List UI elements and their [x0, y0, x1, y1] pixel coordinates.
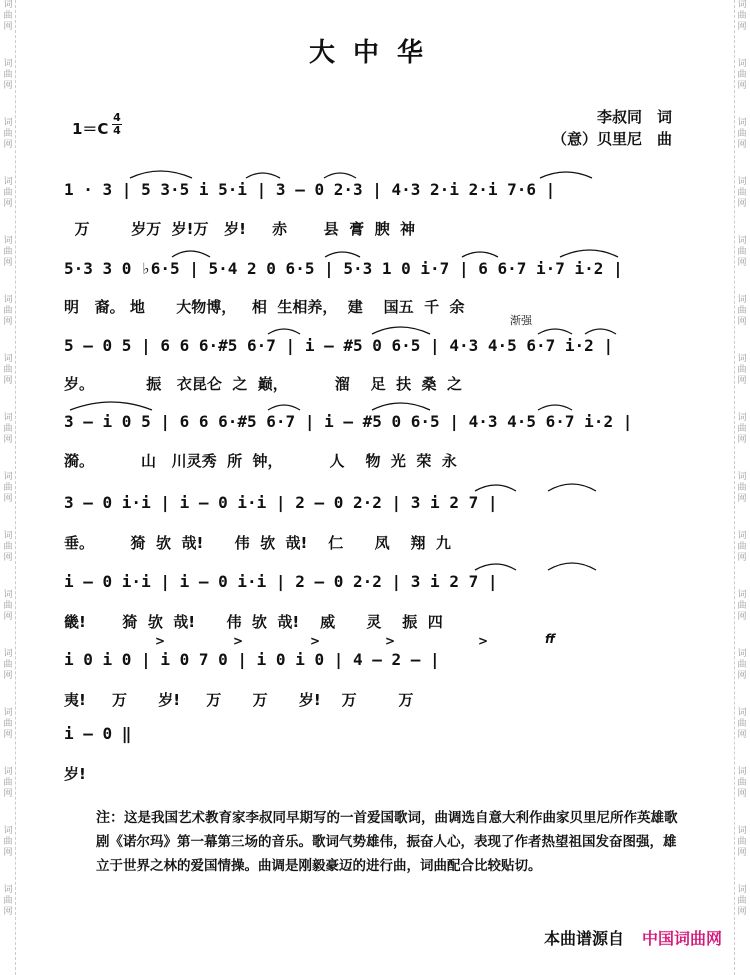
slur-arc — [538, 405, 572, 410]
lyric-row-3: 岁。 振 衣昆仑 之 巅， 溜 足 扶 桑 之 — [64, 375, 462, 393]
watermark-char: 网 — [737, 730, 747, 740]
watermark-char: 词 — [737, 354, 747, 364]
watermark-char: 网 — [3, 376, 13, 386]
watermark-char: 词 — [737, 59, 747, 69]
slur-arc — [548, 484, 596, 491]
watermark-char: 网 — [3, 435, 13, 445]
crescendo-marking: 渐强 — [510, 314, 532, 327]
notation-row-7: i 0 i 0 | i 0 7 0 | i 0 i 0 | 4 — 2 — | — [64, 650, 440, 669]
slur-arc — [540, 172, 592, 178]
footer-brand-link[interactable]: 中国词曲网 — [641, 929, 722, 948]
watermark-char: 词 — [737, 767, 747, 777]
watermark-char: 网 — [3, 81, 13, 91]
watermark-char: 曲 — [737, 365, 747, 375]
watermark-char: 曲 — [737, 424, 747, 434]
slur-arc — [172, 251, 210, 257]
watermark-char: 曲 — [737, 896, 747, 906]
slur-arc — [475, 485, 516, 491]
watermark-char: 词 — [737, 236, 747, 246]
accent-mark: > — [310, 634, 321, 648]
watermark-char: 网 — [3, 199, 13, 209]
watermark-char: 网 — [737, 199, 747, 209]
watermark-char: 曲 — [3, 365, 13, 375]
watermark-char: 曲 — [3, 483, 13, 493]
watermark-char: 词 — [737, 295, 747, 305]
watermark-char: 网 — [3, 140, 13, 150]
watermark-char: 曲 — [737, 660, 747, 670]
watermark-char: 网 — [3, 848, 13, 858]
song-title: 大中华 — [308, 38, 441, 68]
watermark-char: 曲 — [737, 542, 747, 552]
watermark-char: 网 — [737, 612, 747, 622]
watermark-char: 词 — [737, 590, 747, 600]
watermark-char: 网 — [3, 612, 13, 622]
watermark-char: 曲 — [737, 778, 747, 788]
watermark-char: 网 — [737, 435, 747, 445]
watermark-char: 曲 — [3, 306, 13, 316]
slur-arc — [268, 329, 300, 334]
watermark-char: 网 — [737, 22, 747, 32]
note-text: 这是我国艺术教育家李叔同早期写的一首爱国歌词，曲调选自意大利作曲家贝里尼所作英雄歌剧《诺尔玛》第一幕第三场的音乐。歌词气势雄伟，振奋人心，表现了作者热望祖国发奋图强，雄立于世界之林的爱国情操。曲调是刚毅豪迈的进行曲，词曲配合比较贴切。 — [96, 810, 678, 874]
accent-mark: > — [155, 634, 166, 648]
watermark-char: 词 — [3, 649, 13, 659]
watermark-char: 网 — [737, 376, 747, 386]
watermark-char: 网 — [3, 317, 13, 327]
lyric-row-8: 岁! — [64, 765, 86, 783]
watermark-char: 网 — [3, 258, 13, 268]
watermark-char: 网 — [3, 730, 13, 740]
lyric-row-5: 垂。 猗 欤 哉! 伟 欤 哉! 仁 凤 翔 九 — [64, 534, 451, 552]
lyric-row-1: 万 岁万 岁!万 岁! 赤 县 膏 腴 神 — [64, 220, 416, 238]
slur-arc — [560, 250, 618, 257]
watermark-char: 词 — [3, 708, 13, 718]
watermark-char: 网 — [737, 907, 747, 917]
composer-credit: （意）贝里尼 曲 — [551, 130, 672, 148]
fortissimo-marking: ff — [545, 632, 555, 646]
watermark-char: 曲 — [3, 542, 13, 552]
lyricist-credit: 李叔同 词 — [596, 108, 672, 126]
watermark-char: 词 — [3, 354, 13, 364]
watermark-char: 词 — [3, 236, 13, 246]
watermark-char: 曲 — [737, 306, 747, 316]
annotation-note — [96, 806, 686, 878]
slur-arc — [70, 402, 152, 410]
watermark-char: 曲 — [737, 188, 747, 198]
slur-arc — [130, 171, 192, 178]
watermark-char: 词 — [3, 590, 13, 600]
watermark-char: 词 — [3, 118, 13, 128]
watermark-char: 曲 — [737, 70, 747, 80]
watermark-char: 词 — [737, 118, 747, 128]
watermark-char: 词 — [3, 413, 13, 423]
watermark-char: 曲 — [3, 660, 13, 670]
watermark-char: 词 — [737, 472, 747, 482]
watermark-char: 网 — [737, 553, 747, 563]
notation-row-5: 3 — 0 i·i | i — 0 i·i | 2 — 0 2·2 | 3 i 2 7 | — [64, 493, 498, 512]
watermark-char: 词 — [737, 708, 747, 718]
watermark-char: 网 — [737, 494, 747, 504]
watermark-char: 曲 — [3, 778, 13, 788]
watermark-char: 网 — [737, 317, 747, 327]
watermark-char: 词 — [3, 531, 13, 541]
watermark-char: 词 — [737, 0, 747, 10]
watermark-char: 词 — [737, 649, 747, 659]
slur-arc — [325, 252, 360, 257]
notation-row-4: 3 — i 0 5 | 6 6 6·#5 6·7 | i — #5 0 6·5 | 4·3 4·5 6·7 i·2 | — [64, 412, 633, 431]
watermark-char: 网 — [737, 140, 747, 150]
watermark-char: 网 — [3, 22, 13, 32]
watermark-char: 网 — [737, 81, 747, 91]
watermark-char: 词 — [737, 885, 747, 895]
watermark-char: 曲 — [737, 601, 747, 611]
notation-row-3: 5 — 0 5 | 6 6 6·#5 6·7 | i — #5 0 6·5 | 4·3 4·5 6·7 i·2 | — [64, 336, 614, 355]
watermark-char: 词 — [3, 59, 13, 69]
watermark-char: 曲 — [3, 70, 13, 80]
footer-source-text: 本曲谱源自 — [543, 929, 624, 948]
watermark-char: 曲 — [3, 11, 13, 21]
lyric-row-7: 夷! 万 岁! 万 万 岁! 万 万 — [64, 691, 414, 709]
watermark-char: 曲 — [3, 247, 13, 257]
watermark-char: 曲 — [737, 129, 747, 139]
accent-mark: > — [233, 634, 244, 648]
watermark-char: 词 — [3, 885, 13, 895]
watermark-char: 词 — [737, 413, 747, 423]
watermark-char: 词 — [3, 767, 13, 777]
watermark-char: 网 — [3, 494, 13, 504]
watermark-char: 网 — [737, 258, 747, 268]
watermark-char: 曲 — [737, 719, 747, 729]
watermark-char: 曲 — [737, 247, 747, 257]
lyric-row-4: 漪。 山 川灵秀 所 钟， 人 物 光 荣 永 — [64, 452, 457, 470]
watermark-char: 曲 — [3, 188, 13, 198]
watermark-char: 词 — [3, 295, 13, 305]
lyric-row-6: 畿! 猗 欤 哉! 伟 欤 哉! 威 灵 振 四 — [64, 613, 443, 631]
accent-mark: > — [385, 634, 396, 648]
slur-arc — [538, 329, 572, 334]
watermark-char: 词 — [3, 472, 13, 482]
notation-row-2: 5·3 3 0 ♭6·5 | 5·4 2 0 6·5 | 5·3 1 0 i·7 | 6 6·7 i·7 i·2 | — [64, 259, 623, 278]
watermark-char: 网 — [737, 671, 747, 681]
watermark-char: 网 — [737, 848, 747, 858]
watermark-char: 曲 — [3, 129, 13, 139]
note-label: 注： — [96, 810, 124, 826]
slur-arc — [246, 173, 280, 178]
watermark-char: 曲 — [737, 11, 747, 21]
watermark-char: 网 — [3, 907, 13, 917]
watermark-char: 词 — [737, 177, 747, 187]
watermark-char: 词 — [3, 0, 13, 10]
slur-arc — [268, 405, 300, 410]
slur-arc — [372, 327, 430, 334]
lyric-row-2: 明 裔。 地 大物博， 相 生相养， 建 国五 千 余 — [64, 298, 465, 316]
key-signature: 1＝C — [72, 120, 109, 138]
notation-row-1: 1 · 3 | 5 3·5 i 5·i | 3 — 0 2·3 | 4·3 2·i 2·i 7·6 | — [64, 180, 556, 199]
slur-arc — [372, 403, 430, 410]
watermark-char: 曲 — [737, 483, 747, 493]
accent-mark: > — [478, 634, 489, 648]
watermark-char: 词 — [737, 826, 747, 836]
watermark-char: 网 — [3, 671, 13, 681]
source-footer — [544, 926, 722, 949]
slur-arc — [548, 563, 596, 570]
slur-arc — [475, 564, 516, 570]
watermark-char: 词 — [737, 531, 747, 541]
watermark-char: 曲 — [3, 837, 13, 847]
notation-row-8: i — 0 ‖ — [64, 724, 132, 743]
time-signature-top: 4 — [113, 111, 121, 124]
watermark-char: 词 — [3, 177, 13, 187]
watermark-char: 网 — [3, 553, 13, 563]
watermark-char: 曲 — [3, 424, 13, 434]
watermark-char: 网 — [737, 789, 747, 799]
watermark-char: 曲 — [737, 837, 747, 847]
slur-arc — [324, 173, 356, 178]
watermark-char: 网 — [3, 789, 13, 799]
time-signature-bottom: 4 — [113, 124, 121, 137]
watermark-char: 词 — [3, 826, 13, 836]
watermark-char: 曲 — [3, 719, 13, 729]
slur-arc — [462, 252, 498, 257]
slur-arc — [585, 329, 616, 334]
watermark-char: 曲 — [3, 896, 13, 906]
notation-row-6: i — 0 i·i | i — 0 i·i | 2 — 0 2·2 | 3 i 2 7 | — [64, 572, 498, 591]
watermark-char: 曲 — [3, 601, 13, 611]
